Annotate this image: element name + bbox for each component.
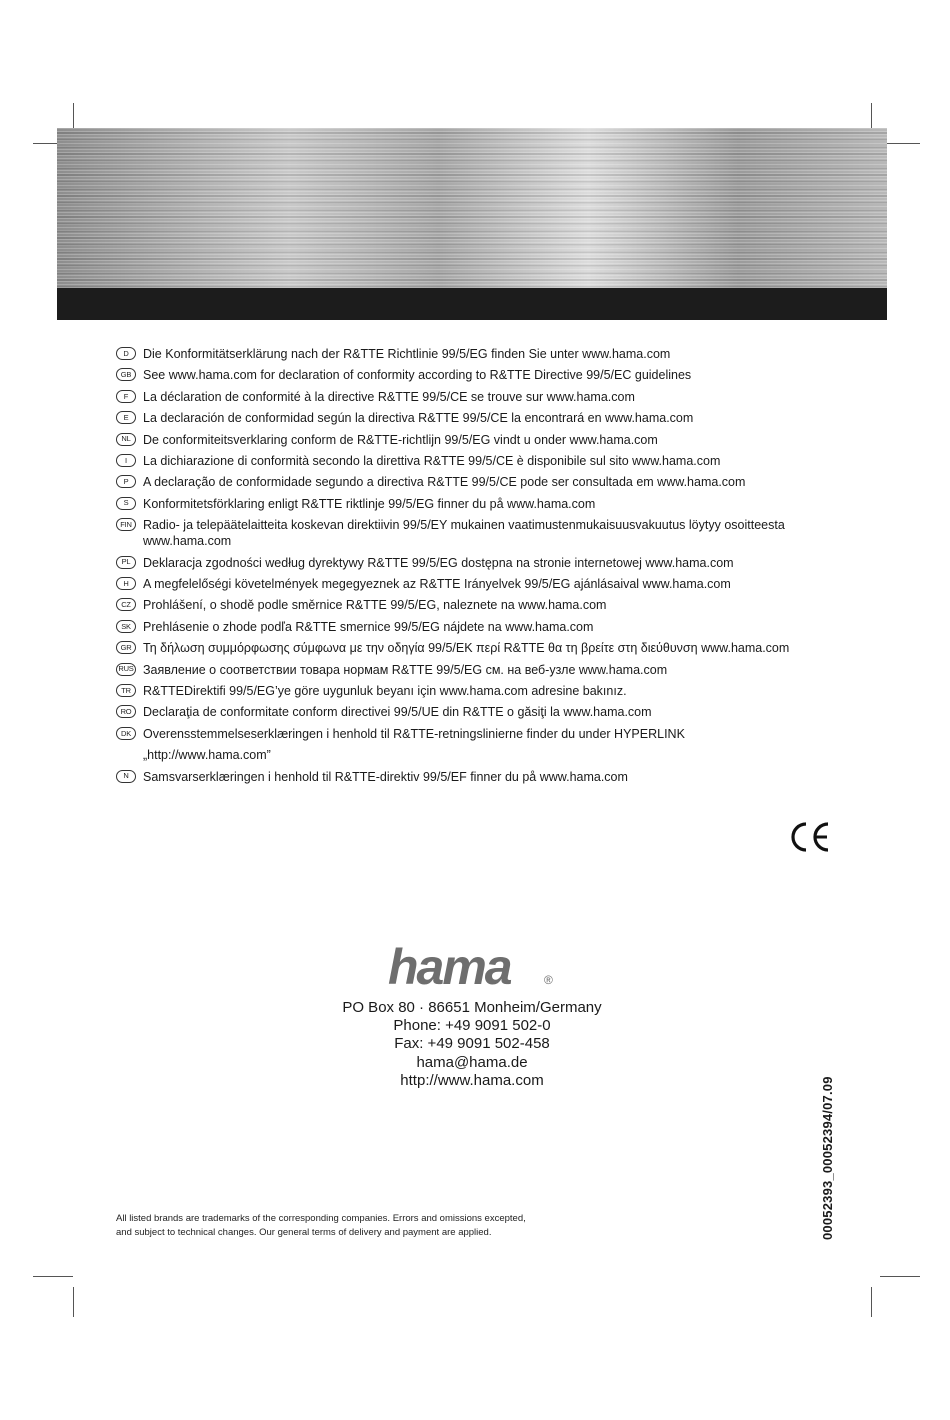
logo-wordmark: hama [388,940,511,992]
country-code-badge: GR [116,641,136,654]
country-code-badge: D [116,347,136,360]
declaration-text: R&TTEDirektifi 99/5/EG’ye göre uygunluk beyanı için www.hama.com adresine bakınız. [143,683,627,698]
declaration-item [116,432,816,453]
declaration-text: Declaraţia de conformitate conform directivei 99/5/UE din R&TTE o găsiţi la www.hama.com [143,705,652,720]
declaration-item [116,726,816,747]
declaration-item [116,576,816,597]
declaration-text: Samsvarserklæringen i henhold til R&TTE-direktiv 99/5/EF finner du på www.hama.com [143,769,628,784]
declaration-text: La dichiarazione di conformità secondo la direttiva R&TTE 99/5/CE è disponibile sul sito www.hama.com [143,453,721,468]
header-black-bar [57,288,887,320]
country-code-badge: FIN [116,518,136,531]
declaration-text: Prehlásenie o zhode podľa R&TTE smernice 99/5/EG nájdete na www.hama.com [143,619,594,634]
disclaimer-line: All listed brands are trademarks of the corresponding companies. Errors and omissions excepted, [116,1213,526,1224]
brushed-metal-banner [57,128,887,288]
fax: Fax: +49 9091 502-458 [394,1035,550,1053]
contact-block [272,999,672,1090]
disclaimer [116,1212,586,1239]
hama-logo [388,940,560,992]
ce-mark-icon [788,820,832,854]
declaration-text: Prohlášení, o shodě podle směrnice R&TTE 99/5/EG, naleznete na www.hama.com [143,598,607,613]
declaration-text: Die Konformitätserklärung nach der R&TTE Richtlinie 99/5/EG finden Sie unter www.hama.com [143,347,671,361]
declaration-text: La declaración de conformidad según la directiva R&TTE 99/5/CE la encontrará en www.hama.com [143,411,694,426]
crop-mark [880,1276,920,1277]
country-code-badge: H [116,577,136,590]
crop-mark [73,1287,74,1317]
declaration-text: Deklaracja zgodności według dyrektywy R&TTE 99/5/EG dostępna na stronie internetowej www.hama.com [143,555,734,570]
declaration-continuation: „http://www.hama.com” [143,748,271,763]
declaration-item [116,597,816,618]
country-code-badge: P [116,475,136,488]
declaration-item [116,367,816,388]
disclaimer-line: and subject to technical changes. Our general terms of delivery and payment are applied. [116,1226,492,1238]
declaration-item [116,769,816,790]
declaration-item [116,517,816,555]
country-code-badge: E [116,411,136,424]
address: PO Box 80 · 86651 Monheim/Germany [342,999,602,1016]
crop-mark [871,1287,872,1317]
country-code-badge: NL [116,433,136,446]
declaration-item [116,555,816,576]
document-number: 00052393_00052394/07.09 [820,1076,835,1240]
country-code-badge: N [116,770,136,783]
declaration-item [116,346,816,367]
country-code-badge: RUS [116,663,136,676]
declaration-text: A declaração de conformidade segundo a directiva R&TTE 99/5/CE pode ser consultada em www.hama.com [143,475,746,490]
country-code-badge: GB [116,368,136,381]
country-code-badge: PL [116,556,136,569]
declaration-list [116,346,816,790]
declaration-item [116,410,816,431]
declaration-text: Radio- ja telepäätelaitteita koskevan direktiivin 99/5/EY mukainen vaatimustenmukaisuusvakuutus löytyy osoitteesta www.hama.com [143,518,785,549]
country-code-badge: DK [116,727,136,740]
country-code-badge: F [116,390,136,403]
website: http://www.hama.com [400,1071,544,1089]
declaration-text: See www.hama.com for declaration of conformity according to R&TTE Directive 99/5/EC guidelines [143,368,692,383]
declaration-text: La déclaration de conformité à la directive R&TTE 99/5/CE se trouve sur www.hama.com [143,389,635,404]
country-code-badge: S [116,497,136,510]
declaration-item [116,662,816,683]
registered-mark: ® [544,973,553,987]
declaration-item [116,389,816,410]
country-code-badge: I [116,454,136,467]
country-code-badge: SK [116,620,136,633]
email: hama@hama.de [416,1053,528,1071]
declaration-text: Заявление о соответствии товара нормам R&TTE 99/5/EG см. на веб-узле www.hama.com [143,662,668,677]
declaration-item [116,496,816,517]
declaration-text: De conformiteitsverklaring conform de R&TTE-richtlijn 99/5/EG vindt u onder www.hama.com [143,432,658,447]
declaration-text: Konformitetsförklaring enligt R&TTE riktlinje 99/5/EG finner du på www.hama.com [143,496,596,511]
declaration-item [116,619,816,640]
country-code-badge: TR [116,684,136,697]
declaration-item [116,704,816,725]
declaration-item [116,683,816,704]
declaration-item [116,453,816,474]
country-code-badge: RO [116,705,136,718]
phone: Phone: +49 9091 502-0 [393,1017,551,1035]
country-code-badge: CZ [116,598,136,611]
declaration-text: A megfelelőségi követelmények megegyeznek az R&TTE Irányelvek 99/5/EG ajánlásaival www.hama.com [143,577,731,592]
declaration-text: Τη δήλωση συμμόρφωσης σύμφωνα με την οδηγία 99/5/ΕΚ περί R&TTE θα τη βρείτε στη διεύθυνση www.hama.com [143,641,790,656]
declaration-item [116,474,816,495]
crop-mark [33,1276,73,1277]
declaration-text: Overensstemmelseserklæringen i henhold til R&TTE-retningslinierne finder du under HYPERLINK [143,726,685,741]
declaration-item [116,640,816,661]
